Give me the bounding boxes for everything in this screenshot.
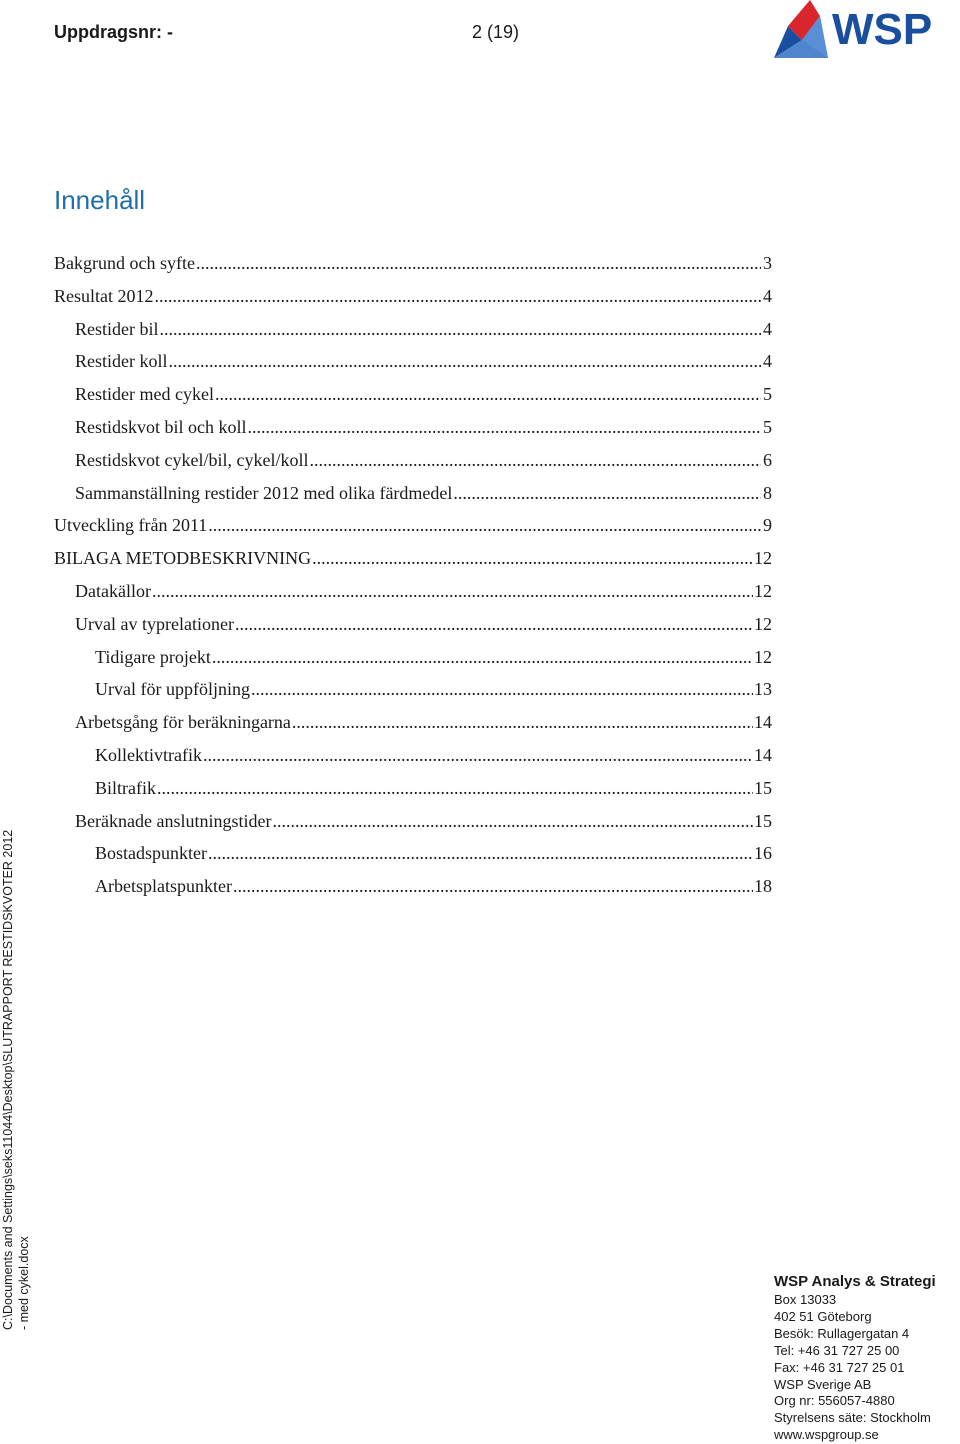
toc-entry-bostadspunkter[interactable] (54, 843, 772, 876)
toc-dot-leader (160, 319, 762, 340)
file-path-line-1: C:\Documents and Settings\seks11044\Desktop\SLUTRAPPORT RESTIDSKVOTER 2012 (1, 829, 15, 1330)
toc-entry-page: 12 (754, 548, 772, 569)
toc-entry-title: Sammanställning restider 2012 med olika färdmedel (75, 482, 453, 503)
toc-entry-kollektivtrafik[interactable] (54, 745, 772, 778)
toc-entry-title: Kollektivtrafik (95, 744, 202, 765)
toc-entry-title: Restidskvot cykel/bil, cykel/koll (75, 449, 309, 470)
toc-dot-leader (453, 483, 761, 504)
toc-dot-leader (235, 614, 753, 635)
toc-dot-leader (272, 811, 753, 832)
toc-entry-title: Urval av typrelationer (75, 613, 234, 634)
toc-entry-urval-typrelationer[interactable] (54, 614, 772, 647)
footer-org-name: WSP Sverige AB (774, 1376, 872, 1392)
toc-entry-sammanstallning[interactable] (54, 483, 772, 516)
footer-website-link[interactable]: www.wspgroup.se (774, 1427, 879, 1443)
toc-entry-page: 15 (754, 777, 772, 798)
toc-entry-page: 12 (754, 613, 772, 634)
toc-entry-bakgrund[interactable] (54, 253, 772, 286)
toc-dot-leader (292, 712, 753, 733)
toc-dot-leader (169, 351, 762, 372)
wsp-logo (770, 0, 960, 62)
toc-entry-page: 8 (763, 482, 772, 503)
toc-entry-datakallor[interactable] (54, 581, 772, 614)
toc-entry-page: 14 (754, 712, 772, 733)
table-of-contents (54, 253, 772, 909)
toc-entry-page: 13 (754, 679, 772, 700)
toc-entry-title: Restider koll (75, 351, 168, 372)
toc-entry-title: Resultat 2012 (54, 285, 154, 306)
footer-company-name: WSP Analys & Strategi (774, 1273, 936, 1290)
footer-org-nr: Org nr: 556057-4880 (774, 1393, 895, 1409)
toc-entry-bilaga[interactable] (54, 548, 772, 581)
toc-entry-arbetsgang[interactable] (54, 712, 772, 745)
toc-entry-title: Restider med cykel (75, 384, 214, 405)
toc-dot-leader (248, 417, 761, 438)
toc-dot-leader (312, 548, 753, 569)
toc-entry-title: Bostadspunkter (95, 843, 207, 864)
toc-entry-restider-cykel[interactable] (54, 384, 772, 417)
toc-dot-leader (157, 778, 753, 799)
toc-entry-restider-bil[interactable] (54, 319, 772, 352)
toc-entry-title: Tidigare projekt (95, 646, 211, 667)
toc-entry-arbetsplatspunkter[interactable] (54, 876, 772, 909)
toc-dot-leader (208, 843, 753, 864)
toc-entry-page: 14 (754, 744, 772, 765)
toc-entry-anslutningstider[interactable] (54, 811, 772, 844)
toc-entry-page: 18 (754, 876, 772, 897)
toc-entry-resultat[interactable] (54, 286, 772, 319)
toc-heading: Innehåll (54, 185, 146, 215)
toc-entry-title: Arbetsplatspunkter (95, 876, 232, 897)
toc-entry-title: Restidskvot bil och koll (75, 416, 247, 437)
toc-dot-leader (233, 876, 753, 897)
footer-tel: Tel: +46 31 727 25 00 (774, 1342, 900, 1358)
toc-dot-leader (208, 515, 761, 536)
toc-entry-page: 12 (754, 580, 772, 601)
toc-entry-title: Datakällor (75, 580, 151, 601)
toc-dot-leader (309, 450, 761, 471)
toc-entry-page: 15 (754, 810, 772, 831)
toc-dot-leader (251, 679, 753, 700)
footer-postal: 402 51 Göteborg (774, 1308, 872, 1324)
toc-entry-page: 9 (763, 515, 772, 536)
toc-entry-title: Restider bil (75, 318, 159, 339)
footer-seat: Styrelsens säte: Stockholm (774, 1410, 931, 1426)
toc-entry-title: Bakgrund och syfte (54, 253, 195, 273)
header-page-indicator: 2 (19) (472, 22, 520, 42)
toc-entry-biltrafik[interactable] (54, 778, 772, 811)
toc-dot-leader (152, 581, 753, 602)
toc-dot-leader (155, 286, 762, 307)
footer-visit-address: Besök: Rullagergatan 4 (774, 1325, 910, 1341)
toc-entry-page: 12 (754, 646, 772, 667)
toc-dot-leader (203, 745, 753, 766)
toc-entry-restidskvot-bil-koll[interactable] (54, 417, 772, 450)
document-file-path (0, 830, 32, 1330)
toc-dot-leader (215, 384, 761, 405)
toc-entry-title: BILAGA METODBESKRIVNING (54, 548, 312, 569)
toc-entry-title: Utveckling från 2011 (54, 515, 208, 536)
toc-entry-title: Beräknade anslutningstider (75, 810, 272, 831)
toc-entry-title: Biltrafik (95, 777, 156, 798)
toc-dot-leader (196, 253, 761, 274)
toc-entry-page: 3 (763, 253, 772, 273)
footer-box: Box 13033 (774, 1292, 837, 1307)
wsp-logo-text: WSP (832, 5, 933, 54)
file-path-line-2: - med cykel.docx (17, 1236, 31, 1330)
toc-entry-page: 16 (754, 843, 772, 864)
toc-entry-utveckling[interactable] (54, 515, 772, 548)
header-assignment-number: Uppdragsnr: - (54, 22, 173, 42)
toc-entry-title: Arbetsgång för beräkningarna (75, 712, 291, 733)
toc-entry-page: 5 (763, 384, 772, 405)
toc-entry-tidigare-projekt[interactable] (54, 647, 772, 680)
toc-entry-page: 5 (763, 416, 772, 437)
toc-entry-urval-uppfoljning[interactable] (54, 679, 772, 712)
toc-entry-restidskvot-cykel[interactable] (54, 450, 772, 483)
company-footer (774, 1272, 936, 1444)
toc-entry-page: 4 (763, 351, 772, 372)
toc-entry-title: Urval för uppföljning (95, 679, 250, 700)
toc-entry-restider-koll[interactable] (54, 351, 772, 384)
footer-fax: Fax: +46 31 727 25 01 (774, 1359, 905, 1375)
toc-entry-page: 4 (763, 285, 772, 306)
toc-entry-page: 4 (763, 318, 772, 339)
toc-entry-page: 6 (763, 449, 772, 470)
toc-dot-leader (212, 647, 753, 668)
